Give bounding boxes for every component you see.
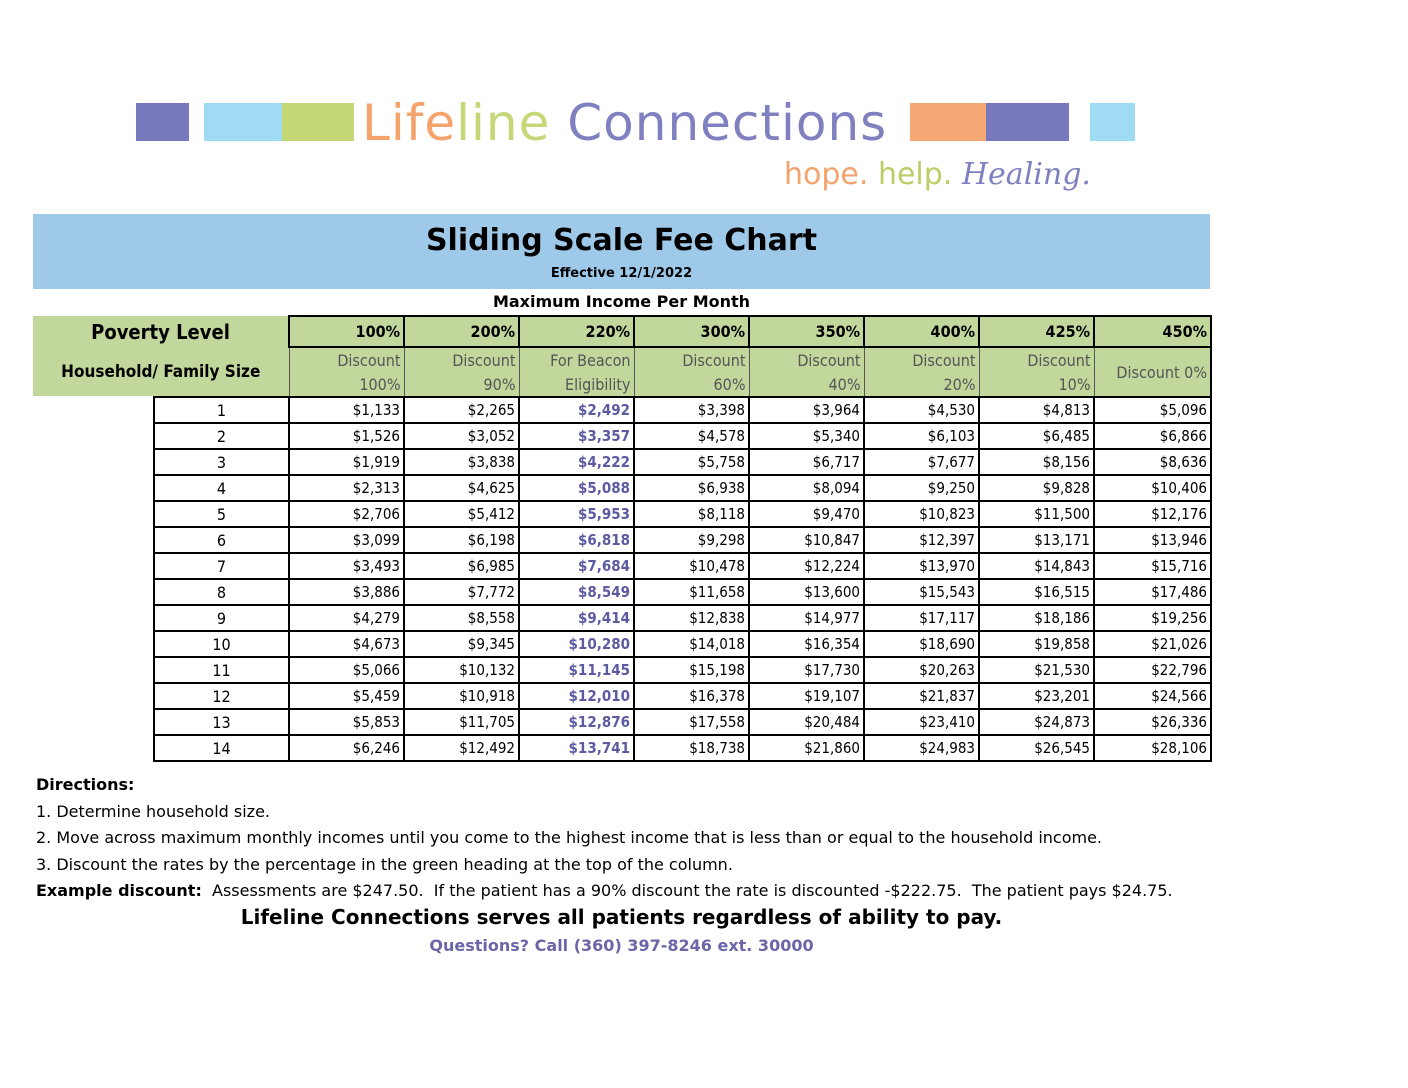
income-cell: $15,543 (864, 579, 979, 605)
household-size-cell: 9 (154, 605, 289, 631)
income-cell: $4,530 (864, 397, 979, 423)
discount-label: Discount (289, 347, 404, 372)
income-cell: $13,171 (979, 527, 1094, 553)
discount-value: 40% (749, 372, 864, 397)
income-cell: $5,953 (519, 501, 634, 527)
income-cell: $10,406 (1094, 475, 1211, 501)
income-cell: $8,094 (749, 475, 864, 501)
discount-value: 10% (979, 372, 1094, 397)
row-spacer (33, 423, 154, 449)
table-row (33, 475, 1211, 501)
income-cell: $6,938 (634, 475, 749, 501)
household-size-cell: 3 (154, 449, 289, 475)
income-cell: $3,099 (289, 527, 404, 553)
row-spacer (33, 631, 154, 657)
income-cell: $4,673 (289, 631, 404, 657)
income-cell: $21,026 (1094, 631, 1211, 657)
income-cell: $7,677 (864, 449, 979, 475)
income-cell: $9,828 (979, 475, 1094, 501)
logo-block-purple-right (986, 103, 1069, 141)
income-cell: $9,298 (634, 527, 749, 553)
effective-date: Effective 12/1/2022 (550, 266, 693, 281)
income-cell: $24,983 (864, 735, 979, 761)
row-spacer (33, 579, 154, 605)
income-cell: $3,964 (749, 397, 864, 423)
income-cell: $8,156 (979, 449, 1094, 475)
discount-label: For Beacon (519, 347, 634, 372)
pct-header: 100% (289, 316, 404, 347)
income-cell: $9,414 (519, 605, 634, 631)
income-cell: $15,198 (634, 657, 749, 683)
table-row (33, 579, 1211, 605)
income-cell: $16,378 (634, 683, 749, 709)
discount-label: Discount 0% (1094, 347, 1211, 397)
income-cell: $23,201 (979, 683, 1094, 709)
income-cell: $3,357 (519, 423, 634, 449)
income-cell: $4,813 (979, 397, 1094, 423)
direction-step: 1. Determine household size. (36, 801, 271, 821)
income-cell: $26,545 (979, 735, 1094, 761)
income-cell: $4,279 (289, 605, 404, 631)
income-cell: $3,886 (289, 579, 404, 605)
income-cell: $5,412 (404, 501, 519, 527)
income-cell: $5,853 (289, 709, 404, 735)
discount-value: 60% (634, 372, 749, 397)
row-spacer (33, 735, 154, 761)
table-row (33, 605, 1211, 631)
pct-header: 425% (979, 316, 1094, 347)
table-row (33, 631, 1211, 657)
income-cell: $12,876 (519, 709, 634, 735)
household-size-cell: 10 (154, 631, 289, 657)
income-cell: $6,717 (749, 449, 864, 475)
table-row (33, 423, 1211, 449)
income-cell: $4,625 (404, 475, 519, 501)
income-cell: $10,918 (404, 683, 519, 709)
income-cell: $8,636 (1094, 449, 1211, 475)
table-row (33, 553, 1211, 579)
table-subtitle: Maximum Income Per Month (492, 292, 751, 311)
directions (36, 772, 1173, 905)
row-spacer (33, 553, 154, 579)
page-title: Sliding Scale Fee Chart (425, 223, 818, 258)
income-cell: $14,843 (979, 553, 1094, 579)
income-cell: $17,558 (634, 709, 749, 735)
income-cell: $5,758 (634, 449, 749, 475)
income-cell: $19,858 (979, 631, 1094, 657)
income-cell: $20,484 (749, 709, 864, 735)
income-cell: $7,772 (404, 579, 519, 605)
table-row (33, 501, 1211, 527)
row-spacer (33, 527, 154, 553)
income-cell: $26,336 (1094, 709, 1211, 735)
income-cell: $5,340 (749, 423, 864, 449)
income-cell: $8,549 (519, 579, 634, 605)
income-cell: $28,106 (1094, 735, 1211, 761)
income-cell: $1,919 (289, 449, 404, 475)
discount-label: Discount (634, 347, 749, 372)
income-cell: $10,823 (864, 501, 979, 527)
household-size-cell: 6 (154, 527, 289, 553)
table-row (33, 657, 1211, 683)
income-cell: $12,492 (404, 735, 519, 761)
row-spacer (33, 449, 154, 475)
income-cell: $14,018 (634, 631, 749, 657)
income-cell: $10,478 (634, 553, 749, 579)
income-cell: $6,103 (864, 423, 979, 449)
logo-block-blue (204, 103, 282, 141)
income-cell: $15,716 (1094, 553, 1211, 579)
income-cell: $12,176 (1094, 501, 1211, 527)
income-cell: $13,741 (519, 735, 634, 761)
income-cell: $2,706 (289, 501, 404, 527)
logo-block-green (282, 103, 354, 141)
income-cell: $18,738 (634, 735, 749, 761)
income-cell: $3,493 (289, 553, 404, 579)
income-cell: $5,066 (289, 657, 404, 683)
income-cell: $16,354 (749, 631, 864, 657)
income-cell: $4,222 (519, 449, 634, 475)
income-cell: $12,397 (864, 527, 979, 553)
income-cell: $9,345 (404, 631, 519, 657)
serves-statement: Lifeline Connections serves all patients regardless of ability to pay. (240, 905, 1003, 929)
income-cell: $8,558 (404, 605, 519, 631)
income-cell: $12,224 (749, 553, 864, 579)
pct-header: 350% (749, 316, 864, 347)
income-cell: $7,684 (519, 553, 634, 579)
row-spacer (33, 397, 154, 423)
logo-block-purple (136, 103, 189, 141)
income-cell: $24,873 (979, 709, 1094, 735)
income-cell: $23,410 (864, 709, 979, 735)
pct-header: 300% (634, 316, 749, 347)
row-spacer (33, 657, 154, 683)
logo-block-orange (910, 103, 986, 141)
pct-header: 400% (864, 316, 979, 347)
income-cell: $9,470 (749, 501, 864, 527)
income-cell: $21,837 (864, 683, 979, 709)
income-cell: $2,313 (289, 475, 404, 501)
income-cell: $6,485 (979, 423, 1094, 449)
income-cell: $3,398 (634, 397, 749, 423)
household-size-cell: 11 (154, 657, 289, 683)
income-cell: $17,117 (864, 605, 979, 631)
income-cell: $5,088 (519, 475, 634, 501)
income-cell: $10,847 (749, 527, 864, 553)
income-cell: $2,265 (404, 397, 519, 423)
income-cell: $20,263 (864, 657, 979, 683)
row-spacer (33, 683, 154, 709)
household-size-cell: 13 (154, 709, 289, 735)
logo-wordmark: Lifeline Connections (362, 94, 888, 152)
income-cell: $22,796 (1094, 657, 1211, 683)
row-spacer (33, 475, 154, 501)
household-size-cell: 12 (154, 683, 289, 709)
table-row (33, 449, 1211, 475)
pct-header: 450% (1094, 316, 1211, 347)
income-cell: $11,500 (979, 501, 1094, 527)
income-cell: $6,246 (289, 735, 404, 761)
discount-value: Eligibility (519, 372, 634, 397)
income-cell: $4,578 (634, 423, 749, 449)
household-size-cell: 5 (154, 501, 289, 527)
household-size-cell: 1 (154, 397, 289, 423)
income-cell: $9,250 (864, 475, 979, 501)
directions-heading: Directions: (36, 775, 135, 794)
income-cell: $21,530 (979, 657, 1094, 683)
row-spacer (33, 605, 154, 631)
row-spacer (33, 709, 154, 735)
pct-header: 200% (404, 316, 519, 347)
income-cell: $10,132 (404, 657, 519, 683)
table-row (33, 527, 1211, 553)
household-size-cell: 8 (154, 579, 289, 605)
discount-label: Discount (404, 347, 519, 372)
income-cell: $24,566 (1094, 683, 1211, 709)
pct-header: 220% (519, 316, 634, 347)
income-cell: $3,838 (404, 449, 519, 475)
income-cell: $13,600 (749, 579, 864, 605)
income-cell: $3,052 (404, 423, 519, 449)
logo-block-blue-right (1090, 103, 1135, 141)
income-cell: $21,860 (749, 735, 864, 761)
poverty-level-header: Poverty Level (33, 316, 289, 347)
income-cell: $6,866 (1094, 423, 1211, 449)
income-cell: $19,107 (749, 683, 864, 709)
household-size-cell: 7 (154, 553, 289, 579)
example-discount: Example discount: Assessments are $247.50. If the patient has a 90% discount the rate is discounted -$222.75. The patient pays $24.75. (36, 881, 1173, 900)
income-cell: $12,010 (519, 683, 634, 709)
fee-table-body (33, 397, 1211, 761)
income-cell: $1,526 (289, 423, 404, 449)
income-cell: $10,280 (519, 631, 634, 657)
household-size-cell: 14 (154, 735, 289, 761)
income-cell: $11,705 (404, 709, 519, 735)
table-row (33, 735, 1211, 761)
fee-table (33, 315, 1212, 762)
income-cell: $18,186 (979, 605, 1094, 631)
table-row (33, 683, 1211, 709)
income-cell: $17,730 (749, 657, 864, 683)
logo-tagline: hope. help. Healing. (784, 157, 1091, 192)
income-cell: $12,838 (634, 605, 749, 631)
income-cell: $13,970 (864, 553, 979, 579)
income-cell: $8,118 (634, 501, 749, 527)
income-cell: $5,096 (1094, 397, 1211, 423)
income-cell: $1,133 (289, 397, 404, 423)
title-band (33, 214, 1210, 289)
table-row (33, 709, 1211, 735)
direction-step: 3. Discount the rates by the percentage in the green heading at the top of the column. (36, 854, 733, 874)
discount-value: 100% (289, 372, 404, 397)
discount-label: Discount (864, 347, 979, 372)
income-cell: $11,658 (634, 579, 749, 605)
income-cell: $6,198 (404, 527, 519, 553)
income-cell: $18,690 (864, 631, 979, 657)
income-cell: $5,459 (289, 683, 404, 709)
income-cell: $2,492 (519, 397, 634, 423)
income-cell: $6,985 (404, 553, 519, 579)
row-spacer (33, 501, 154, 527)
income-cell: $16,515 (979, 579, 1094, 605)
income-cell: $6,818 (519, 527, 634, 553)
questions-contact: Questions? Call (360) 397-8246 ext. 30000 (429, 936, 814, 955)
household-size-header: Household/ Family Size (33, 347, 289, 397)
income-cell: $13,946 (1094, 527, 1211, 553)
household-size-cell: 2 (154, 423, 289, 449)
household-size-cell: 4 (154, 475, 289, 501)
discount-value: 20% (864, 372, 979, 397)
income-cell: $14,977 (749, 605, 864, 631)
direction-step: 2. Move across maximum monthly incomes until you come to the highest income that is less than or equal to the household income. (36, 828, 1103, 847)
table-row (33, 397, 1211, 423)
discount-value: 90% (404, 372, 519, 397)
income-cell: $17,486 (1094, 579, 1211, 605)
logo (0, 0, 1408, 210)
income-cell: $11,145 (519, 657, 634, 683)
income-cell: $19,256 (1094, 605, 1211, 631)
discount-label: Discount (979, 347, 1094, 372)
discount-label: Discount (749, 347, 864, 372)
